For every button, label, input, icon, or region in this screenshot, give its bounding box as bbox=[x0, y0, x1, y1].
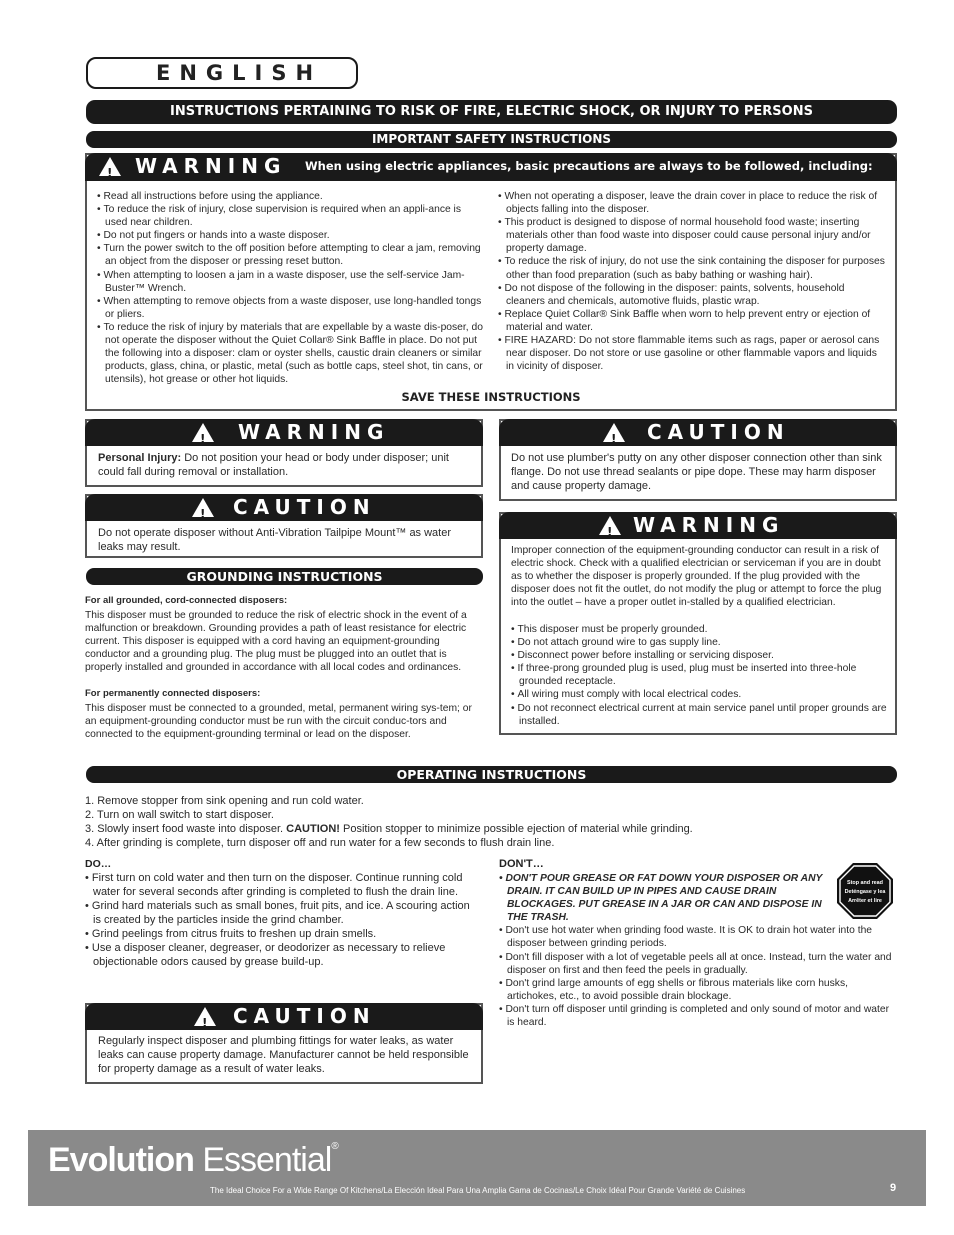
dont-grease: • DON'T POUR GREASE OR FAT DOWN YOUR DISPOSER OR ANY DRAIN. IT CAN BUILD UP IN PIPES AND CAUSE DRAIN BLOCKAGES. PUT GREASE IN A JAR OR CAN AND DISPOSE IN THE TRASH. bbox=[499, 872, 829, 924]
warning-right-list bbox=[498, 190, 886, 373]
warning-list-item: • When attempting to remove objects from a waste disposer, use long-handled tongs or pliers. bbox=[97, 295, 485, 321]
dont-list-item: • Don't grind large amounts of egg shells or fibrous materials like corn husks, artichokes, etc., to avoid possible drain blockage. bbox=[499, 977, 897, 1003]
do-list bbox=[85, 871, 480, 969]
do-heading: DO… bbox=[85, 858, 112, 870]
warning-list-item: • Turn the power switch to the off position before attempting to clear a jam, removing an object from the disposer or pressing reset button. bbox=[97, 242, 485, 268]
dont-heading: DON'T… bbox=[499, 858, 544, 870]
warning-injury-text bbox=[98, 451, 473, 479]
warning-injury-header bbox=[85, 419, 483, 446]
caution-icon bbox=[603, 423, 625, 442]
footer-tagline: The Ideal Choice For a Wide Range Of Kitchens/La Elección Ideal Para Una Amplia Gama de Cocinas/Le Choix Idéal Pour Grande Variété de Cuisines bbox=[210, 1186, 746, 1195]
main-warning-header bbox=[85, 153, 897, 181]
grounding-para1: This disposer must be grounded to reduce the risk of electric shock in the event of a malfunction or breakdown. Grounding provides a path of least resistance for electric current. This disposer is equipped with a cord having an equipment-grounding conductor and a grounding plug. The plug must be plugged into an outlet that is properly installed and grounded in accordance with all local codes and ordinances. bbox=[85, 610, 467, 674]
warning-list-item: • FIRE HAZARD: Do not store flammable items such as rags, paper or aerosol cans near disposer. Do not store or use gasoline or other flammable vapors and liquids in vicinity of disposer. bbox=[498, 334, 886, 373]
caution-putty-box bbox=[499, 419, 897, 501]
operating-heading: OPERATING INSTRUCTIONS bbox=[86, 766, 897, 783]
warning-injury-title: WARNING bbox=[238, 420, 390, 444]
dont-list-item: • Don't turn off disposer until grinding is completed and only sound of motor and water is heard. bbox=[499, 1003, 897, 1029]
caution-leaks-title: CAUTION bbox=[233, 1004, 376, 1028]
grounding-list-item: • This disposer must be properly grounded. bbox=[511, 623, 889, 636]
grounding-para2: This disposer must be connected to a grounded, metal, permanent wiring sys-tem; or an equipment-grounding conductor must be run with the circuit conduc-tors and connected to the equipment-grounding terminal or lead on the disposer. bbox=[85, 702, 472, 740]
warning-list-item: • This product is designed to dispose of normal household food waste; inserting materials other than food waste into disposer could cause personal injury and/or property damage. bbox=[498, 216, 886, 255]
operating-step-3: 3. Slowly insert food waste into disposer. CAUTION! Position stopper to minimize possible ejection of material while grinding. bbox=[85, 823, 693, 835]
grounding-list-item: • Disconnect power before installing or servicing disposer. bbox=[511, 649, 889, 662]
operating-step-2: 2. Turn on wall switch to start disposer. bbox=[85, 809, 274, 821]
warning-list-item: • Replace Quiet Collar® Sink Baffle when worn to help prevent entry or ejection of material and water. bbox=[498, 308, 886, 334]
caution-leaks-box bbox=[85, 1003, 483, 1084]
caution-tailpipe-box bbox=[85, 494, 483, 558]
grounding-sub1: For all grounded, cord-connected disposers: bbox=[85, 595, 288, 606]
warning-list-item: • To reduce the risk of injury, close supervision is required when an appli-ance is used near children. bbox=[97, 203, 485, 229]
brand-logo: Evolution Essential® bbox=[48, 1141, 338, 1179]
grounding-sub2: For permanently connected disposers: bbox=[85, 687, 261, 699]
warning-icon bbox=[192, 423, 214, 442]
grounding-section bbox=[85, 594, 483, 741]
safety-banner: IMPORTANT SAFETY INSTRUCTIONS bbox=[86, 131, 897, 148]
warning-list-item: • Do not dispose of the following in the disposer: paints, solvents, household cleaners and chemicals, automotive fluids, plastic wrap. bbox=[498, 282, 886, 308]
warning-list-item: • To reduce the risk of injury, do not use the sink containing the disposer for purposes other than food preparation (such as baby bathing or washing hair). bbox=[498, 255, 886, 281]
main-warning-box bbox=[85, 153, 897, 411]
caution-tailpipe-header bbox=[85, 494, 483, 521]
caution-tailpipe-text: Do not operate disposer without Anti-Vibration Tailpipe Mount™ as water leaks may result. bbox=[98, 527, 452, 553]
warning-left-list bbox=[97, 190, 485, 386]
warning-list-item: • When attempting to loosen a jam in a waste disposer, use the self-service Jam-Buster™ Wrench. bbox=[97, 269, 485, 295]
grounding-heading: GROUNDING INSTRUCTIONS bbox=[86, 568, 483, 585]
footer-band bbox=[28, 1130, 926, 1206]
caution-putty-title: CAUTION bbox=[647, 420, 790, 444]
operating-step-1: 1. Remove stopper from sink opening and run cold water. bbox=[85, 795, 364, 807]
do-list-item: • Use a disposer cleaner, degreaser, or deodorizer as necessary to relieve objectionable odors caused by grease build-up. bbox=[85, 941, 480, 969]
operating-steps bbox=[85, 794, 897, 850]
warning-icon bbox=[599, 516, 621, 535]
injury-lead: Personal Injury: bbox=[98, 452, 182, 464]
warning-grounding-box bbox=[499, 512, 897, 735]
stop-sign-icon bbox=[836, 862, 894, 920]
caution-putty-text: Do not use plumber's putty on any other disposer connection other than sink flange. Do not use thread sealants or pipe dope. These may harm disposer and cause property damage. bbox=[511, 452, 882, 492]
warning-list-item: • To reduce the risk of injury by materials that are expellable by a waste dis-poser, do not operate the disposer without the Quiet Collar® Sink Baffle in place. Do not put the following into a disposer: clam or oyster shells, caustic drain cleaners or similar products, glass, china, or plastic, metal (such as bottle caps, steel shot, tin cans, or utensils), hot grease or other hot liquids. bbox=[97, 321, 485, 386]
caution-icon bbox=[192, 498, 214, 517]
stop-text-en: Stop and read bbox=[847, 880, 883, 886]
stop-text-es: Deténgase y lea bbox=[844, 889, 886, 895]
warning-grounding-title: WARNING bbox=[633, 513, 785, 537]
warning-list-item: • Read all instructions before using the appliance. bbox=[97, 190, 485, 203]
warning-subtitle: When using electric appliances, basic precautions are always to be followed, including: bbox=[305, 159, 873, 173]
warning-grounding-list bbox=[511, 623, 889, 728]
caution-leaks-text: Regularly inspect disposer and plumbing fittings for water leaks, as water leaks can cause property damage. Manufacturer cannot be held responsible for property damage as a result of water leaks. bbox=[98, 1035, 469, 1075]
save-instructions: SAVE THESE INSTRUCTIONS bbox=[401, 390, 581, 404]
do-list-item: • Grind peelings from citrus fruits to freshen up drain smells. bbox=[85, 927, 480, 941]
stop-text-fr: Arrêter et lire bbox=[848, 898, 882, 904]
operating-step-4: 4. After grinding is complete, turn disposer off and run water for a few seconds to flush drain line. bbox=[85, 837, 555, 849]
grounding-list-item: • All wiring must comply with local electrical codes. bbox=[511, 688, 889, 701]
dont-list-item: • Don't use hot water when grinding food waste. It is OK to drain hot water into the disposer between grinding periods. bbox=[499, 924, 897, 950]
do-list-item: • First turn on cold water and then turn on the disposer. Continue running cold water for several seconds after grinding is completed to flush the drain line. bbox=[85, 871, 480, 899]
warning-grounding-header bbox=[499, 512, 897, 539]
do-section bbox=[85, 858, 480, 969]
page-number: 9 bbox=[890, 1182, 897, 1194]
dont-list-item: • Don't fill disposer with a lot of vegetable peels all at once. Instead, turn the water and disposer on first and then feed the peels in gradually. bbox=[499, 951, 897, 977]
grounding-list-item: • If three-prong grounded plug is used, plug must be inserted into three-hole grounded receptacle. bbox=[511, 662, 889, 688]
warning-list-item: • When not operating a disposer, leave the drain cover in place to reduce the risk of objects falling into the disposer. bbox=[498, 190, 886, 216]
do-list-item: • Grind hard materials such as small bones, fruit pits, and ice. A scouring action is created by the particles inside the grind chamber. bbox=[85, 899, 480, 927]
caution-leaks-header bbox=[85, 1003, 483, 1030]
grounding-list-item: • Do not attach ground wire to gas supply line. bbox=[511, 636, 889, 649]
warning-injury-box bbox=[85, 419, 483, 487]
grounding-list-item: • Do not reconnect electrical current at main service panel until proper grounds are installed. bbox=[511, 702, 889, 728]
dont-list-rest bbox=[499, 924, 897, 1029]
warning-icon bbox=[99, 157, 121, 176]
caution-icon bbox=[194, 1007, 216, 1026]
main-banner: INSTRUCTIONS PERTAINING TO RISK OF FIRE, ELECTRIC SHOCK, OR INJURY TO PERSONS bbox=[86, 100, 897, 124]
caution-tailpipe-title: CAUTION bbox=[233, 495, 376, 519]
warning-grounding-text: Improper connection of the equipment-grounding conductor can result in a risk of electric shock. Check with a qualified electrician or serviceman if you are in doubt as to whether the disposer is properly grounded. If the plug provided with the disposer does not fit the outlet, do not modify the plug or attempt to force the plug into the outlet – have a proper outlet in-stalled by a qualified electrician. bbox=[511, 545, 882, 609]
language-tab: ENGLISH bbox=[86, 57, 358, 89]
injury-body: Do not position your head or body under disposer; unit could fall during removal or installation. bbox=[98, 452, 449, 478]
warning-title: WARNING bbox=[135, 154, 287, 178]
warning-list-item: • Do not put fingers or hands into a waste disposer. bbox=[97, 229, 485, 242]
caution-putty-header bbox=[499, 419, 897, 446]
step3-caution: CAUTION! bbox=[286, 823, 340, 835]
